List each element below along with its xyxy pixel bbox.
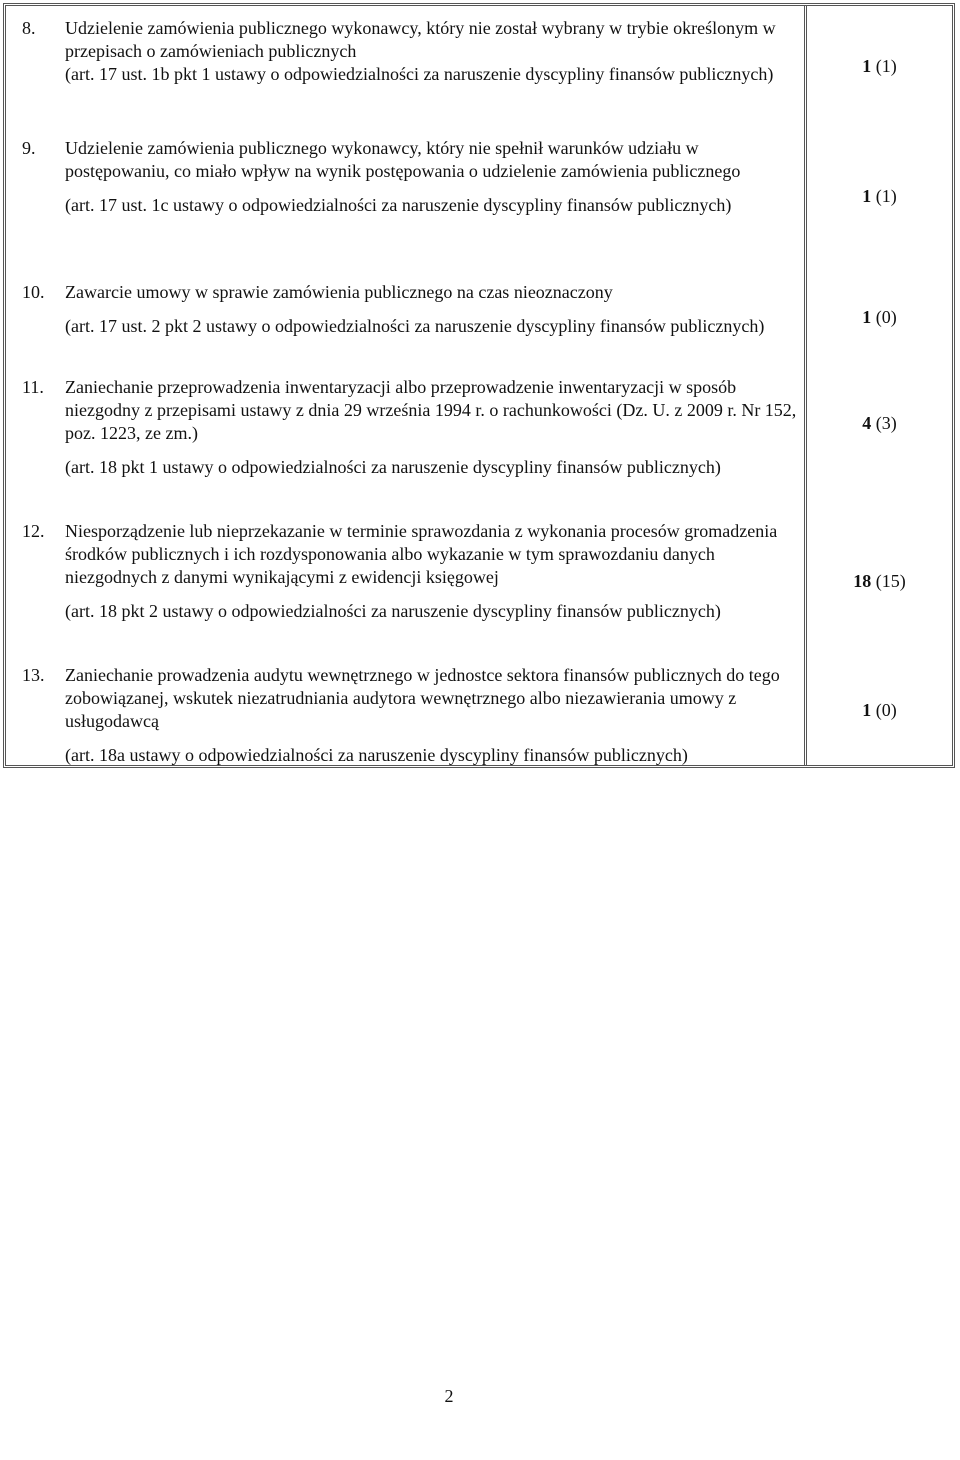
column-divider (804, 6, 807, 765)
legal-reference: (art. 18a ustawy o odpowiedzialności za naruszenie dyscypliny finansów publicznych) (65, 745, 688, 765)
case-count-total: 18 (853, 571, 876, 591)
case-count (807, 55, 952, 78)
case-count-total: 4 (862, 413, 876, 433)
case-count (807, 306, 952, 329)
row-number: 13. (22, 665, 45, 685)
row-description (65, 17, 800, 86)
case-count-sub: (0) (875, 700, 897, 720)
case-count-sub: (0) (875, 307, 897, 327)
case-count-sub: (3) (875, 413, 897, 433)
case-count-sub: (1) (875, 186, 897, 206)
case-count-total: 1 (862, 700, 876, 720)
case-count (807, 699, 952, 722)
row-description (65, 376, 800, 479)
row-description (65, 664, 800, 767)
violation-text: Zaniechanie przeprowadzenia inwentaryzacji albo przeprowadzenie inwentaryzacji w sposób niezgodny z przepisami ustawy z dnia 29 września 1994 r. o rachunkowości (Dz. U. z 2009 r. Nr 152, poz. 1223, ze zm.) (65, 377, 797, 443)
case-count (807, 570, 952, 593)
violation-text: Niesporządzenie lub nieprzekazanie w terminie sprawozdania z wykonania procesów gromadzenia środków publicznych i ich rozdysponowania albo wykazanie w tym sprawozdaniu danych niezgodnych z danymi wynikającymi z ewidencji księgowej (65, 521, 778, 587)
legal-reference: (art. 17 ust. 1b pkt 1 ustawy o odpowiedzialności za naruszenie dyscypliny finansów publicznych) (65, 64, 774, 84)
row-number: 11. (22, 377, 44, 397)
row-number: 12. (22, 521, 45, 541)
row-description (65, 137, 800, 217)
legal-reference: (art. 18 pkt 1 ustawy o odpowiedzialności za naruszenie dyscypliny finansów publicznych) (65, 457, 721, 477)
row-number: 9. (22, 138, 36, 158)
page-number: 2 (444, 1386, 454, 1406)
violation-text: Udzielenie zamówienia publicznego wykonawcy, który nie spełnił warunków udziału w postępowaniu, co miało wpływ na wynik postępowania o udzielenie zamówienia publicznego (65, 138, 741, 181)
row-description (65, 520, 800, 623)
violations-table (3, 3, 955, 768)
violation-text: Udzielenie zamówienia publicznego wykonawcy, który nie został wybrany w trybie określonym w przepisach o zamówieniach publicznych (65, 18, 776, 61)
case-count-total: 1 (862, 186, 876, 206)
violation-text: Zawarcie umowy w sprawie zamówienia publicznego na czas nieoznaczony (65, 282, 613, 302)
legal-reference: (art. 17 ust. 2 pkt 2 ustawy o odpowiedzialności za naruszenie dyscypliny finansów publicznych) (65, 316, 765, 336)
legal-reference: (art. 18 pkt 2 ustawy o odpowiedzialności za naruszenie dyscypliny finansów publicznych) (65, 601, 721, 621)
case-count-total: 1 (862, 56, 876, 76)
violation-text: Zaniechanie prowadzenia audytu wewnętrznego w jednostce sektora finansów publicznych do tego zobowiązanej, wskutek niezatrudniania audytora wewnętrznego albo niezawierania umowy z usługodawcą (65, 665, 780, 731)
case-count-sub: (15) (875, 571, 906, 591)
case-count-total: 1 (862, 307, 876, 327)
legal-reference: (art. 17 ust. 1c ustawy o odpowiedzialności za naruszenie dyscypliny finansów publicznych) (65, 195, 732, 215)
case-count (807, 185, 952, 208)
row-number: 8. (22, 18, 36, 38)
row-description (65, 281, 800, 338)
case-count (807, 412, 952, 435)
case-count-sub: (1) (875, 56, 897, 76)
row-number: 10. (22, 282, 45, 302)
